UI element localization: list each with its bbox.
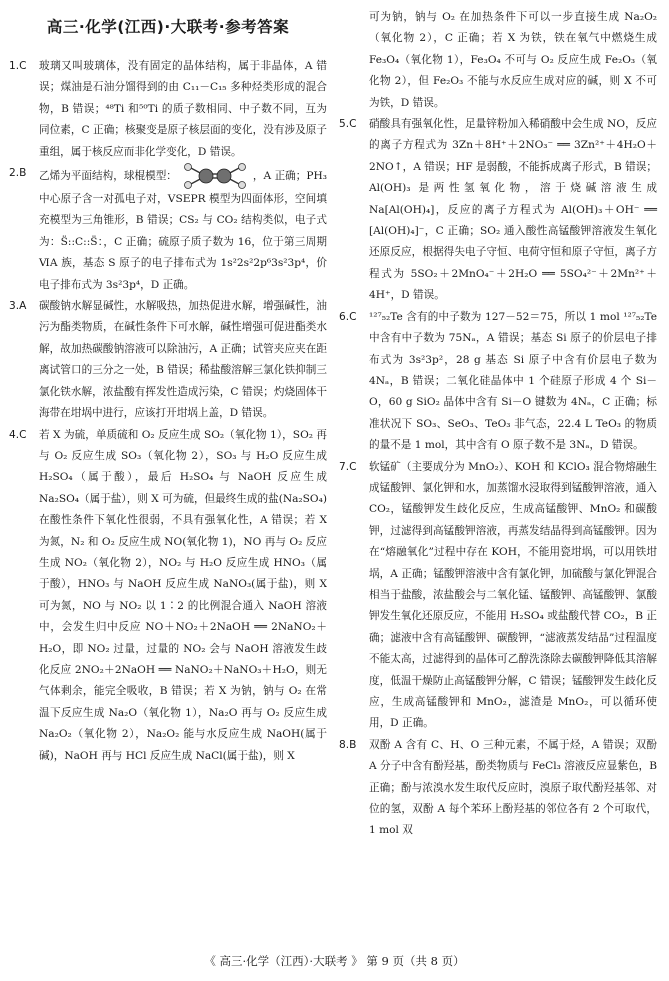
answer-item-1 [9, 56, 327, 163]
answer-number: 4.C [9, 428, 27, 441]
answer-text: 若 X 为硫，单质硫和 O₂ 反应生成 SO₂（氧化物 1），SO₂ 再与 O₂ 反应生成 SO₃（氧化物 2），SO₃ 与 H₂O 反应生成 H₂SO₄（属于酸），最后 H₂SO₄ 与 NaOH 反应生成 Na₂SO₄（属于盐），则 X 可为硫，但最终生成的盐(Na₂SO₄)在酸性条件下氧化性很弱，不具有强氧化性，A 错误；若 X 为氮，N₂ 和 O₂ 反应生成 NO(氧化物 1)，NO 再与 O₂ 反应生成 NO₂（氧化物 2），NO₂ 与 H₂O 反应生成 HNO₃（属于酸），HNO₃ 与 NaOH 反应生成 NaNO₃(属于盐)，则 X 可为氮，NO 与 NO₂ 以 1∶2 的比例混合通入 NaOH 溶液中，会发生归中反应 NO＋NO₂＋2NaOH ══ 2NaNO₂＋H₂O，即 NO₂ 过量，过量的 NO₂ 会与 NaOH 溶液发生歧化反应 2NO₂＋2NaOH ══ NaNO₂＋NaNO₃＋H₂O，则无气体剩余，能完全吸收，B 错误；若 X 为钠，钠与 O₂ 在常温下反应生成 Na₂O（氧化物 1），Na₂O 再与 O₂ 反应生成 Na₂O₂（氧化物 2），Na₂O₂ 能与水反应生成 NaOH(属于碱)，NaOH 再与 HCl 反应生成 NaCl(属于盐)，则 X [39, 428, 327, 762]
ethylene-ball-stick-model-icon [179, 163, 251, 189]
answer-number: 2.B [9, 167, 27, 180]
answer-text-after-model: ，A 正确；PH₃ 中心原子含一对孤电子对，VSEPR 模型为四面体形，空间填充模型为三角锥形，B 错误；CS₂ 与 CO₂ 结构类似，电子式为：S̈::C::S̈：，C 正确；硫原子质子数为 16，位于第三周期ⅥA 族，基态 S 原子的电子排布式为 1s²2s²2p⁶3s²3p⁴，价电子排布式为 3s²3p⁴，D 正确。 [39, 170, 328, 291]
answer-number: 5.C [339, 118, 357, 131]
answer-number: 8.B [339, 738, 357, 751]
answer-text: 硝酸具有强氧化性，足量锌粉加入稀硝酸中会生成 NO，反应的离子方程式为 3Zn＋8H⁺＋2NO₃⁻ ══ 3Zn²⁺＋4H₂O＋2NO↑，A 错误；HF 是弱酸，不能拆成离子形式，B 错误；Al(OH)₃ 是两性氢氧化物，溶于烧碱溶液生成 Na[Al(OH)₄]，反应的离子方程式为 Al(OH)₃＋OH⁻ ══ [Al(OH)₄]⁻，C 正确；SO₂ 通入酸性高锰酸钾溶液发生氧化还原反应，根据得失电子守恒、电荷守恒和原子守恒，离子方程式为 5SO₂＋2MnO₄⁻＋2H₂O ══ 5SO₄²⁻＋2Mn²⁺＋4H⁺，D 错误。 [369, 118, 657, 302]
answer-text [39, 163, 327, 296]
answer-number: 3.A [9, 300, 27, 313]
answer-item-7 [339, 457, 657, 735]
right-column [339, 7, 657, 842]
answer-text: 可为钠，钠与 O₂ 在加热条件下可以一步直接生成 Na₂O₂（氧化物 2），C 正确；若 X 为铁，铁在氧气中燃烧生成 Fe₃O₄（氧化物 1），Fe₃O₄ 不可与 O₂ 反应生成 Fe₂O₃（氧化物 2），但 Fe₂O₃ 不能与水反应生成对应的碱，则 X 不可为铁，D 错误。 [369, 11, 657, 109]
answer-item-8 [339, 735, 657, 842]
page-footer: 《 高三·化学（江西）·大联考 》 第 9 页（共 8 页） [204, 954, 465, 968]
answer-text: ¹²⁷₅₂Te 含有的中子数为 127－52＝75，所以 1 mol ¹²⁷₅₂Te 中含有中子数为 75Nₐ，A 错误；基态 Si 原子的价层电子排布式为 3s²3p²，28 g 基态 Si 原子中含有价层电子数为 4Nₐ，B 错误；二氧化硅晶体中 1 个硅原子形成 4 个 Si－O，60 g SiO₂ 晶体中含有 Si－O 键数为 4Nₐ，C 正确；标准状况下 SO₃、SeO₃、TeO₃ 非气态，22.4 L TeO₃ 的物质的量不是 1 mol，其中含有 O 原子数不是 3Nₐ，D 错误。 [369, 310, 657, 452]
answer-number: 6.C [339, 310, 357, 323]
answer-text: 玻璃又叫玻璃体，没有固定的晶体结构，属于非晶体，A 错误；煤油是石油分馏得到的由 C₁₁－C₁₅ 多种烃类形成的混合物，B 错误；⁴⁸Ti 和⁵⁰Ti 的质子数相同、中子数不同，互为同位素，C 正确；核聚变是原子核层面的变化，没有涉及原子重组，属于核反应而非化学变化，D 错误。 [39, 60, 327, 158]
answer-text: 碳酸钠水解显碱性，水解吸热，加热促进水解，增强碱性，油污为酯类物质，在碱性条件下可水解，碱性增强可促进酯类水解，故加热碳酸钠溶液可以除油污，A 正确；试管夹应夹在距离试管口的三分之一处，B 错误；稀盐酸溶解三氯化铁抑制三氯化铁水解，浓盐酸有挥发性造成污染，C 错误；灼烧固体干海带在坩埚中进行，应该打开坩埚上盖，D 错误。 [39, 300, 327, 420]
answer-number: 7.C [339, 460, 357, 473]
answer-text-before-model: 乙烯为平面结构，球棍模型： [39, 170, 177, 183]
answer-item-4 [9, 425, 327, 768]
answer-item-3 [9, 296, 327, 424]
answer-text: 软锰矿（主要成分为 MnO₂）、KOH 和 KClO₃ 混合物熔融生成锰酸钾、氯化钾和水，加蒸馏水浸取得到锰酸钾溶液，通入 CO₂，锰酸钾发生歧化反应，生成高锰酸钾、MnO₂ 和碳酸钾，过滤得到高锰酸钾溶液，再蒸发结晶得到高锰酸钾。因为在“熔融氧化”过程中存在 KOH，不能用瓷坩埚，可以用铁坩埚，A 正确；锰酸钾溶液中含有氯化钾，加硫酸与氯化钾混合相当于盐酸，浓盐酸会与二氧化锰、锰酸钾、高锰酸钾、氯酸钾发生氧化还原反应，不能用 H₂SO₄ 或盐酸代替 CO₂，B 正确；滤液中含有高锰酸钾、碳酸钾，“滤液蒸发结晶”过程温度不能太高，过滤得到的晶体可乙醇洗涤除去碳酸钾降低其溶解度，低温干燥防止高锰酸钾分解，C 错误；锰酸钾发生歧化反应，生成高锰酸钾和 MnO₂，滤渣是 MnO₂，可以循环使用，D 正确。 [369, 460, 657, 730]
answer-number: 1.C [9, 60, 27, 72]
answer-text: 双酚 A 含有 C、H、O 三种元素，不属于烃，A 错误；双酚 A 分子中含有酚羟基，酚类物质与 FeCl₃ 溶液反应显紫色，B 正确；酚与浓溴水发生取代反应时，溴原子取代酚羟基邻、对位的氢，双酚 A 每个苯环上酚羟基的邻位各有 2 个可取代，1 mol 双 [369, 738, 657, 837]
answer-item-5 [339, 114, 657, 307]
left-column [9, 14, 327, 767]
answer-item-4-continued [339, 7, 657, 114]
answer-item-2 [9, 163, 327, 296]
page-title: 高三·化学(江西)·大联考·参考答案 [46, 18, 290, 36]
answer-item-6 [339, 307, 657, 457]
